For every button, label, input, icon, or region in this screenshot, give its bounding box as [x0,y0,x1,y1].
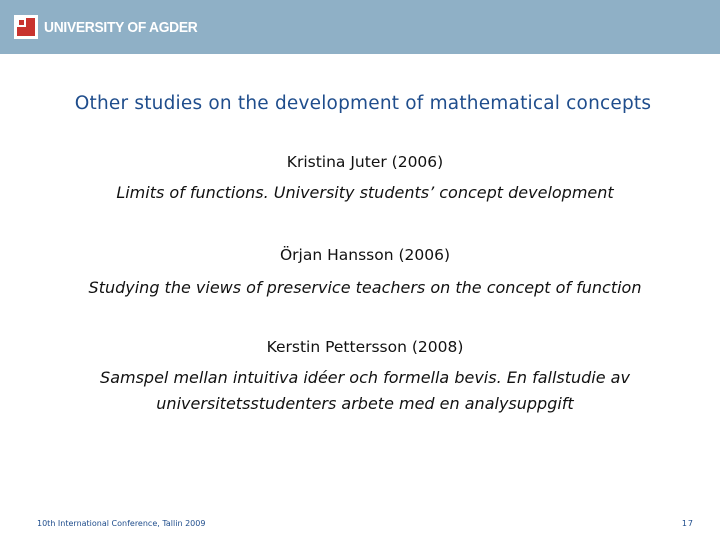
entry-pettersson [0,337,720,417]
entry-author: Kristina Juter (2006) [286,153,444,171]
header-band [0,0,720,54]
entry-author: Örjan Hansson (2006) [279,246,451,264]
footer-conference: 10th International Conference, Tallin 2009 [37,519,206,528]
logo-text: UNIVERSITY OF AGDER [44,18,198,36]
page-number: 17 [681,519,694,528]
entry-work-line2: universitetsstudenters arbete med en analysuppgift [156,394,574,413]
slide-title: Other studies on the development of mathematical concepts [74,93,652,114]
entry-juter [0,152,720,206]
entry-hansson [0,245,720,301]
entry-work-line1: Samspel mellan intuitiva idéer och formella bevis. En fallstudie av [100,368,630,387]
university-logo[interactable] [14,13,211,41]
entry-work: Limits of functions. University students’ concept development [116,183,614,202]
entry-author: Kerstin Pettersson (2008) [266,338,464,356]
entry-work: Studying the views of preservice teachers on the concept of function [88,278,642,297]
agder-logo-icon [14,15,38,39]
